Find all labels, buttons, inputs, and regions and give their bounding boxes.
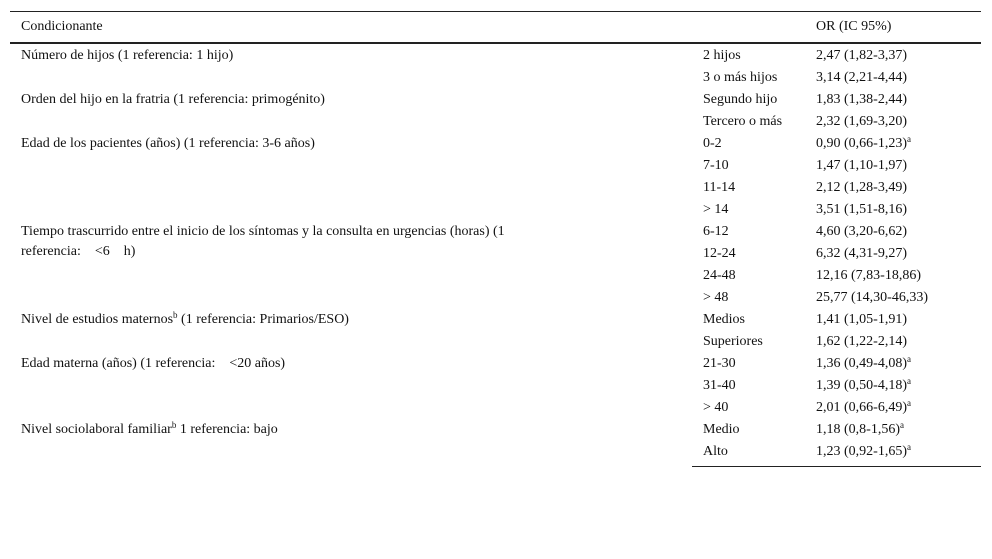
table-row (10, 418, 981, 440)
table-body (10, 43, 981, 467)
or-cell (805, 176, 981, 198)
condicionante-cell (10, 308, 692, 352)
or-value: 12,16 (7,83-18,86) (816, 268, 921, 283)
footnote-marker: a (907, 376, 911, 386)
or-cell (805, 242, 981, 264)
or-cell (805, 154, 981, 176)
condicionante-cell (10, 132, 692, 220)
condicionante-label: Tiempo trascurrido entre el inicio de los síntomas y la consulta en urgencias (horas) (1 referencia: <6 h) (21, 224, 505, 259)
header-row (10, 12, 981, 44)
or-cell (805, 66, 981, 88)
category-cell: Medio (703, 422, 740, 437)
category-cell: Tercero o más (703, 114, 783, 129)
table-row (10, 220, 981, 242)
or-value: 2,01 (0,66-6,49) (816, 400, 907, 415)
or-cell (805, 110, 981, 132)
or-cell (805, 264, 981, 286)
condicionante-cell (10, 418, 692, 467)
condicionante-label: Nivel de estudios maternos (21, 312, 174, 327)
category-cell: 31-40 (703, 378, 736, 393)
or-cell (805, 132, 981, 154)
condicionante-cell (10, 43, 692, 88)
category-cell: Superiores (703, 334, 763, 349)
category-cell: 11-14 (703, 180, 736, 195)
category-cell: 21-30 (703, 356, 736, 371)
or-value: 1,62 (1,22-2,14) (816, 334, 907, 349)
or-value: 1,36 (0,49-4,08) (816, 356, 907, 371)
condicionante-label-rest: 1 referencia: bajo (176, 422, 278, 437)
condicionante-cell (10, 352, 692, 418)
or-value: 3,51 (1,51-8,16) (816, 202, 907, 217)
or-cell (805, 220, 981, 242)
footnote-marker: b (171, 420, 177, 430)
category-cell: > 40 (703, 400, 729, 415)
or-value: 1,18 (0,8-1,56) (816, 422, 900, 437)
category-cell: 12-24 (703, 246, 736, 261)
category-cell: > 14 (703, 202, 729, 217)
table-row (10, 132, 981, 154)
or-table (10, 11, 981, 467)
footnote-marker: a (907, 398, 911, 408)
condicionante-label: Número de hijos (1 referencia: 1 hijo) (21, 48, 234, 63)
or-value: 2,47 (1,82-3,37) (816, 48, 907, 63)
or-value: 0,90 (0,66-1,23) (816, 136, 907, 151)
or-cell (805, 286, 981, 308)
condicionante-label: Orden del hijo en la fratria (1 referencia: primogénito) (21, 92, 325, 107)
or-cell (805, 352, 981, 374)
category-cell: Medios (703, 312, 745, 327)
or-cell (805, 330, 981, 352)
header-category (692, 12, 805, 44)
category-cell: > 48 (703, 290, 729, 305)
category-cell: 2 hijos (703, 48, 741, 63)
or-cell (805, 396, 981, 418)
or-cell (805, 440, 981, 467)
footnote-marker: a (900, 420, 904, 430)
footnote-marker: a (907, 442, 911, 452)
condicionante-label: Edad materna (años) (1 referencia: <20 años) (21, 356, 286, 371)
footnote-marker: b (173, 310, 178, 320)
category-cell: 7-10 (703, 158, 729, 173)
table-row (10, 308, 981, 330)
table-row (10, 43, 981, 66)
category-cell: 24-48 (703, 268, 736, 283)
or-cell (805, 308, 981, 330)
or-cell (805, 418, 981, 440)
condicionante-label-rest: (1 referencia: Primarios/ESO) (177, 312, 349, 327)
or-cell (805, 198, 981, 220)
or-value: 25,77 (14,30-46,33) (816, 290, 928, 305)
condicionante-label: Nivel sociolaboral familiar (21, 422, 172, 437)
or-value: 3,14 (2,21-4,44) (816, 70, 907, 85)
or-cell (805, 88, 981, 110)
or-value: 1,83 (1,38-2,44) (816, 92, 907, 107)
category-cell: 3 o más hijos (703, 70, 778, 85)
condicionante-cell (10, 88, 692, 132)
category-cell: Alto (692, 440, 805, 467)
or-value: 1,23 (0,92-1,65) (816, 444, 907, 459)
header-condicionante: Condicionante (10, 12, 692, 44)
or-cell (805, 43, 981, 66)
or-value: 2,32 (1,69-3,20) (816, 114, 907, 129)
or-value: 2,12 (1,28-3,49) (816, 180, 907, 195)
footnote-marker: a (907, 354, 911, 364)
category-cell: 0-2 (703, 136, 722, 151)
or-value: 1,41 (1,05-1,91) (816, 312, 907, 327)
table-row (10, 352, 981, 374)
table-row (10, 88, 981, 110)
category-cell: Segundo hijo (703, 92, 778, 107)
or-cell (805, 374, 981, 396)
condicionante-cell (10, 220, 692, 308)
header-or: OR (IC 95%) (805, 12, 981, 44)
or-value: 1,39 (0,50-4,18) (816, 378, 907, 393)
or-value: 6,32 (4,31-9,27) (816, 246, 907, 261)
category-cell: 6-12 (703, 224, 729, 239)
or-value: 4,60 (3,20-6,62) (816, 224, 907, 239)
footnote-marker: a (907, 134, 911, 144)
or-value: 1,47 (1,10-1,97) (816, 158, 907, 173)
condicionante-label: Edad de los pacientes (años) (1 referencia: 3-6 años) (21, 136, 315, 151)
